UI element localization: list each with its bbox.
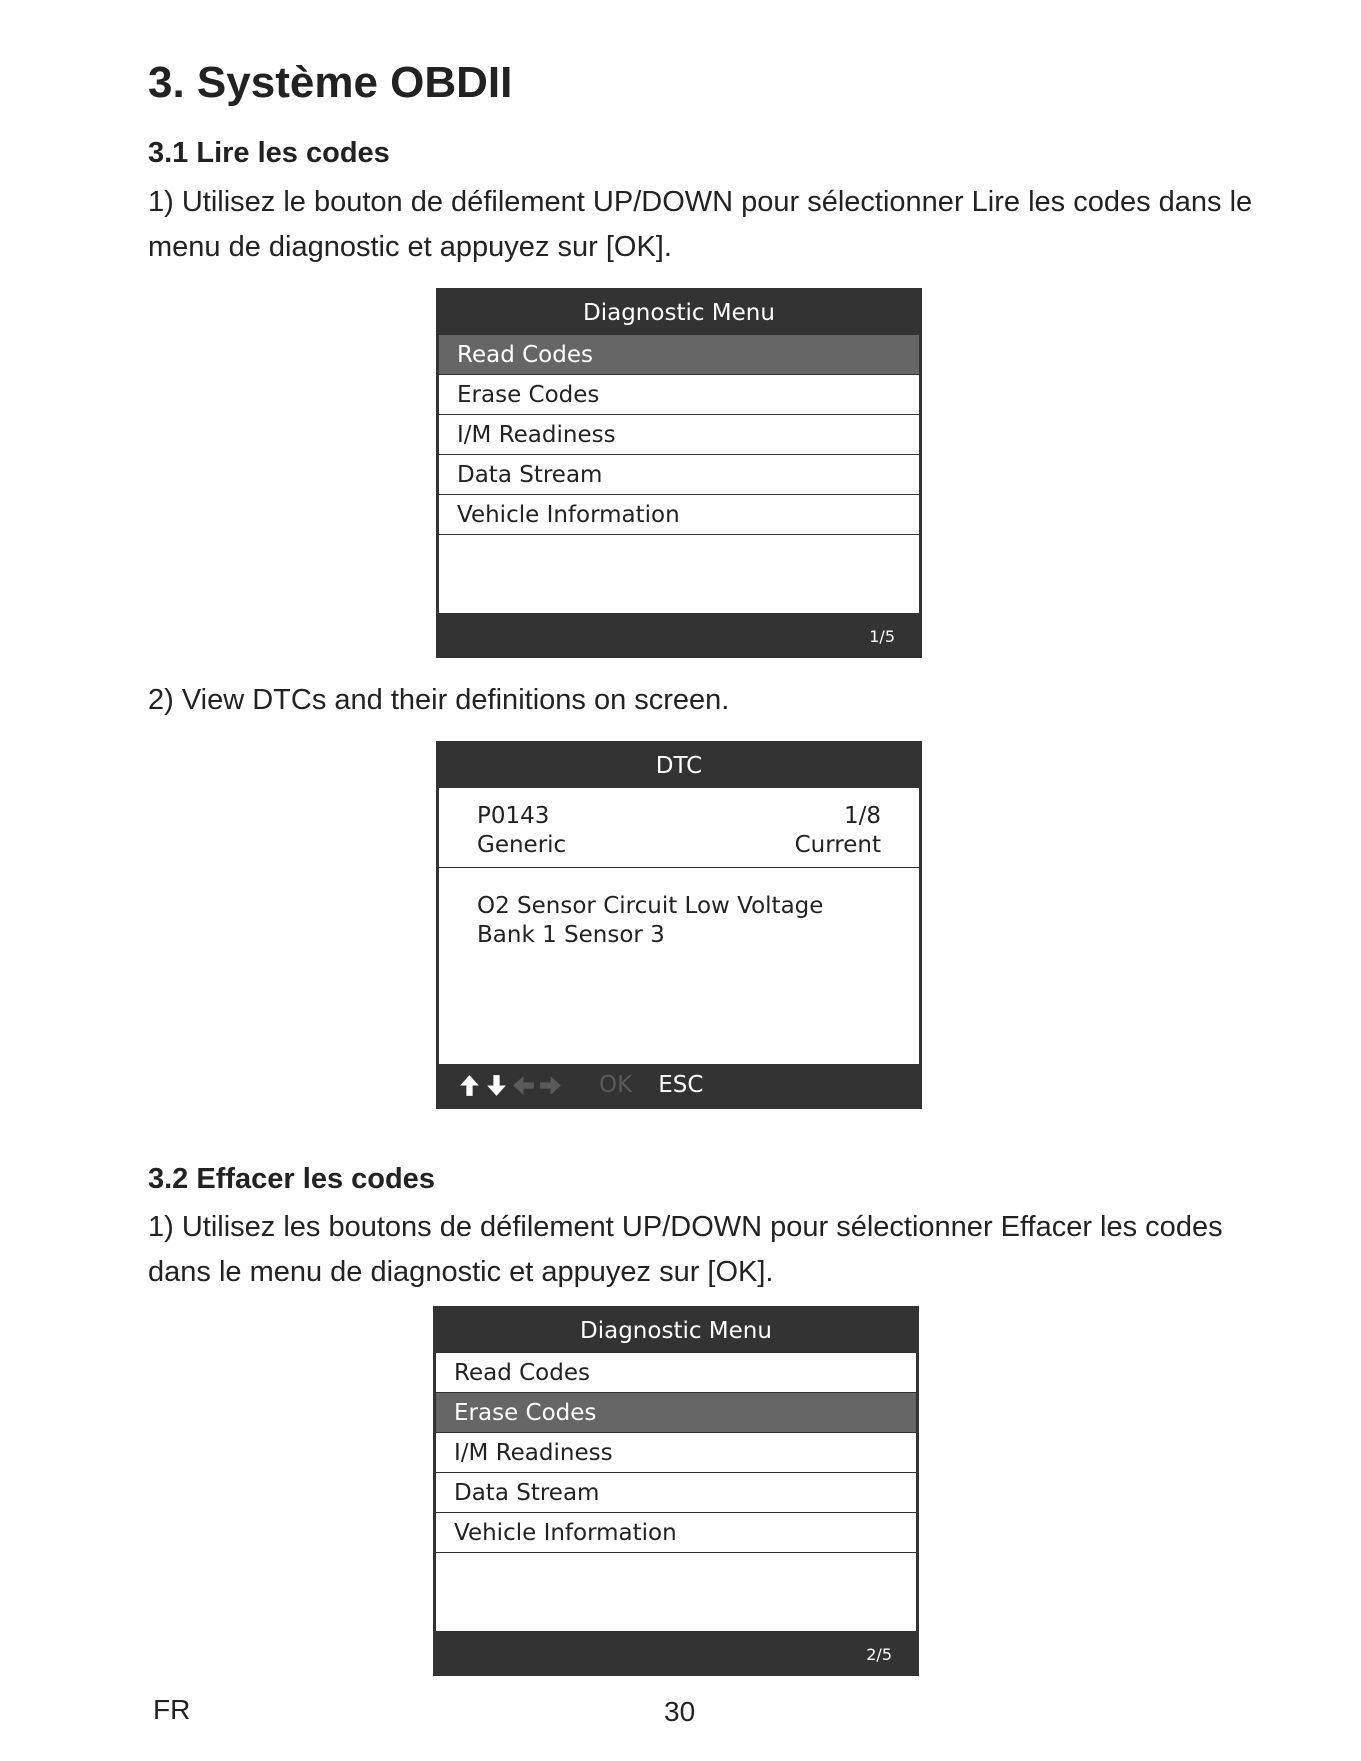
- dtc-header: [439, 788, 919, 868]
- screen-title: DTC: [439, 744, 919, 788]
- step-3-1-2: 2) View DTCs and their definitions on screen.: [148, 684, 730, 716]
- dtc-screen: [436, 741, 922, 1109]
- screen-footer: [436, 1631, 916, 1673]
- page-number: 30: [664, 1696, 696, 1727]
- menu-item-data-stream[interactable]: Data Stream: [436, 1473, 916, 1513]
- dtc-type: Generic: [477, 832, 567, 858]
- page-indicator: 1/5: [869, 627, 895, 646]
- menu-item-im-readiness[interactable]: I/M Readiness: [439, 415, 919, 455]
- screen-footer: [439, 613, 919, 655]
- menu-item-read-codes[interactable]: Read Codes: [436, 1353, 916, 1393]
- dtc-index: 1/8: [843, 803, 881, 829]
- screen-title: Diagnostic Menu: [439, 291, 919, 335]
- menu-item-im-readiness[interactable]: I/M Readiness: [436, 1433, 916, 1473]
- screen-title: Diagnostic Menu: [436, 1309, 916, 1353]
- menu-list: [439, 335, 919, 535]
- nav-keys: [457, 1072, 703, 1098]
- ok-key-label: OK: [599, 1072, 633, 1098]
- dtc-status: Current: [794, 832, 881, 858]
- menu-item-data-stream[interactable]: Data Stream: [439, 455, 919, 495]
- dtc-description: [439, 868, 919, 950]
- arrow-left-icon: [511, 1073, 536, 1098]
- page-indicator: 2/5: [866, 1645, 892, 1664]
- menu-item-vehicle-information[interactable]: Vehicle Information: [439, 495, 919, 535]
- dtc-description-line-1: O2 Sensor Circuit Low Voltage: [477, 893, 824, 919]
- esc-key-label[interactable]: ESC: [658, 1072, 704, 1098]
- menu-item-vehicle-information[interactable]: Vehicle Information: [436, 1513, 916, 1553]
- menu-item-erase-codes[interactable]: Erase Codes: [439, 375, 919, 415]
- screen-footer: [439, 1064, 919, 1106]
- language-label: FR: [153, 1694, 191, 1725]
- dtc-code: P0143: [477, 803, 550, 829]
- section-heading-3-1: 3.1 Lire les codes: [148, 137, 390, 169]
- diagnostic-menu-screen-2: [433, 1306, 919, 1676]
- arrow-right-icon: [538, 1073, 563, 1098]
- dtc-description-line-2: Bank 1 Sensor 3: [477, 922, 665, 948]
- arrow-down-icon[interactable]: [484, 1073, 509, 1098]
- arrow-up-icon[interactable]: [457, 1073, 482, 1098]
- page-title: 3. Système OBDII: [148, 58, 513, 107]
- menu-item-erase-codes[interactable]: Erase Codes: [436, 1393, 916, 1433]
- diagnostic-menu-screen-1: [436, 288, 922, 658]
- section-heading-3-2: 3.2 Effacer les codes: [148, 1163, 435, 1195]
- step-3-2-1: 1) Utilisez les boutons de défilement UP/DOWN pour sélectionner Effacer les codes dans le menu de diagnostic et appuyez sur [OK].: [148, 1211, 1223, 1288]
- step-3-1-1: 1) Utilisez le bouton de défilement UP/DOWN pour sélectionner Lire les codes dans le menu de diagnostic et appuyez sur [OK].: [148, 186, 1253, 263]
- menu-item-read-codes[interactable]: Read Codes: [439, 335, 919, 375]
- menu-list: [436, 1353, 916, 1553]
